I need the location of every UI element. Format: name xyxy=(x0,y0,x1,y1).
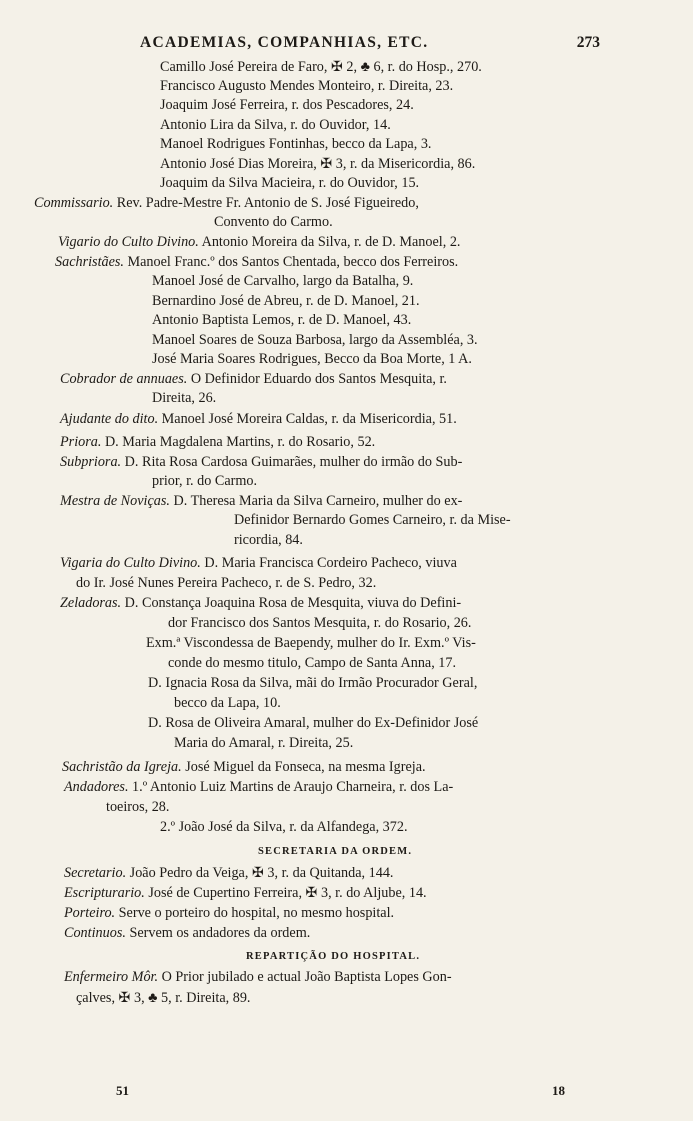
line-text: Antonio Lira da Silva, r. do Ouvidor, 14. xyxy=(160,117,391,133)
text-line xyxy=(152,271,413,291)
line-text: Antonio Baptista Lemos, r. de D. Manoel, 43. xyxy=(152,312,412,328)
line-text: D. Rosa de Oliveira Amaral, mulher do Ex-Definidor José xyxy=(148,715,479,731)
line-text: çalves, ✠ 3, ♣ 5, r. Direita, 89. xyxy=(76,990,251,1006)
role-label: Commissario. xyxy=(34,195,114,211)
text-line xyxy=(62,757,426,777)
line-text: Manoel José Moreira Caldas, r. da Misericordia, 51. xyxy=(158,411,457,427)
line-text: Antonio Moreira da Silva, r. de D. Manoel, 2. xyxy=(198,234,461,250)
line-text: D. Rita Rosa Cardosa Guimarães, mulher do irmão do Sub- xyxy=(121,454,463,470)
role-label: Sachristão da Igreja. xyxy=(62,759,182,775)
text-line xyxy=(64,903,394,923)
line-text: Joaquim da Silva Macieira, r. do Ouvidor, 15. xyxy=(160,175,420,191)
line-text: O Prior jubilado e actual João Baptista Lopes Gon- xyxy=(158,969,452,985)
text-line xyxy=(60,491,462,511)
text-line xyxy=(168,653,456,673)
line-text: Manoel Soares de Souza Barbosa, largo da Assembléa, 3. xyxy=(152,332,478,348)
line-text: O Definidor Eduardo dos Santos Mesquita, r. xyxy=(187,371,447,387)
text-line xyxy=(34,193,419,213)
text-line xyxy=(60,553,457,573)
line-text: Antonio José Dias Moreira, ✠ 3, r. da Misericordia, 86. xyxy=(160,156,476,172)
line-text: SECRETARIA DA ORDEM. xyxy=(258,846,413,857)
text-line xyxy=(146,633,476,653)
text-line xyxy=(60,369,447,389)
text-line xyxy=(160,134,431,154)
line-text: Exm.ª Viscondessa de Baependy, mulher do Ir. Exm.º Vis- xyxy=(146,635,476,651)
line-text: Camillo José Pereira de Faro, ✠ 2, ♣ 6, r. do Hosp., 270. xyxy=(160,59,482,75)
line-text: do Ir. José Nunes Pereira Pacheco, r. de S. Pedro, 32. xyxy=(76,575,377,591)
role-label: Ajudante do dito. xyxy=(60,411,159,427)
running-header xyxy=(140,34,600,52)
text-line xyxy=(148,713,478,733)
role-label: Cobrador de annuaes. xyxy=(60,371,188,387)
text-line xyxy=(160,154,475,174)
line-text: REPARTIÇÃO DO HOSPITAL. xyxy=(246,951,421,962)
line-text: D. Maria Magdalena Martins, r. do Rosario, 52. xyxy=(101,434,376,450)
role-label: Vigario do Culto Divino. xyxy=(58,234,199,250)
text-line xyxy=(152,349,472,369)
line-text: Convento do Carmo. xyxy=(214,214,333,230)
line-text: D. Constança Joaquina Rosa de Mesquita, viuva do Defini- xyxy=(121,595,462,611)
line-text: Joaquim José Ferreira, r. dos Pescadores, 24. xyxy=(160,97,414,113)
role-label: Continuos. xyxy=(64,925,126,941)
text-line xyxy=(64,883,427,903)
text-line xyxy=(174,733,353,753)
line-text: Manoel Rodrigues Fontinhas, becco da Lapa, 3. xyxy=(160,136,432,152)
line-text: Serve o porteiro do hospital, no mesmo hospital. xyxy=(115,905,395,921)
role-label: Zeladoras. xyxy=(60,595,122,611)
signature-mark-right: 18 xyxy=(552,1083,565,1098)
role-label: Subpriora. xyxy=(60,454,122,470)
line-text: Definidor Bernardo Gomes Carneiro, r. da Mise- xyxy=(234,512,511,528)
text-line xyxy=(64,863,393,883)
role-label: Escripturario. xyxy=(64,885,145,901)
text-line xyxy=(152,388,216,408)
line-text: prior, r. do Carmo. xyxy=(152,473,258,489)
line-text: 2.º João José da Silva, r. da Alfandega, 372. xyxy=(160,819,408,835)
line-text: Bernardino José de Abreu, r. de D. Manoel, 21. xyxy=(152,293,420,309)
line-text: toeiros, 28. xyxy=(106,799,170,815)
line-text: becco da Lapa, 10. xyxy=(174,695,281,711)
text-line xyxy=(214,212,333,232)
text-line xyxy=(160,817,408,837)
page-number: 273 xyxy=(576,34,600,51)
text-line xyxy=(152,310,411,330)
text-line xyxy=(148,673,477,693)
text-line xyxy=(152,330,478,350)
role-label: Sachristães. xyxy=(55,254,124,270)
text-line xyxy=(64,967,452,987)
role-label: Vigaria do Culto Divino. xyxy=(60,555,201,571)
line-text: Manoel Franc.º dos Santos Chentada, becco dos Ferreiros. xyxy=(123,254,459,270)
section-heading xyxy=(246,947,420,967)
text-line xyxy=(58,232,460,252)
text-line xyxy=(64,777,453,797)
line-text: Rev. Padre-Mestre Fr. Antonio de S. José Figueiredo, xyxy=(113,195,419,211)
signature-mark-left: 51 xyxy=(116,1083,129,1098)
line-text: Maria do Amaral, r. Direita, 25. xyxy=(174,735,354,751)
text-line xyxy=(160,173,419,193)
line-text: D. Maria Francisca Cordeiro Pacheco, viuva xyxy=(200,555,457,571)
role-label: Enfermeiro Môr. xyxy=(64,969,159,985)
role-label: Andadores. xyxy=(64,779,129,795)
text-line xyxy=(60,593,461,613)
text-line xyxy=(152,291,420,311)
line-text: José Miguel da Fonseca, na mesma Igreja. xyxy=(181,759,426,775)
line-text: José Maria Soares Rodrigues, Becco da Boa Morte, 1 A. xyxy=(152,351,472,367)
text-line xyxy=(234,510,511,530)
text-line xyxy=(160,76,453,96)
text-line xyxy=(160,57,482,77)
text-line xyxy=(60,452,462,472)
text-line xyxy=(168,613,471,633)
role-label: Secretario. xyxy=(64,865,127,881)
text-line xyxy=(64,923,310,943)
role-label: Priora. xyxy=(60,434,102,450)
text-line xyxy=(160,95,414,115)
text-line xyxy=(234,530,303,550)
line-text: Francisco Augusto Mendes Monteiro, r. Direita, 23. xyxy=(160,78,454,94)
line-text: D. Ignacia Rosa da Silva, mãi do Irmão Procurador Geral, xyxy=(148,675,478,691)
text-line xyxy=(152,471,257,491)
line-text: Servem os andadores da ordem. xyxy=(125,925,311,941)
line-text: Manoel José de Carvalho, largo da Batalha, 9. xyxy=(152,273,414,289)
line-text: 1.º Antonio Luiz Martins de Araujo Charneira, r. dos La- xyxy=(128,779,454,795)
line-text: Direita, 26. xyxy=(152,390,217,406)
text-line xyxy=(76,988,250,1008)
line-text: conde do mesmo titulo, Campo de Santa Anna, 17. xyxy=(168,655,457,671)
text-line xyxy=(60,409,457,429)
text-line xyxy=(55,252,458,272)
header-title: ACADEMIAS, COMPANHIAS, ETC. xyxy=(140,34,429,51)
line-text: dor Francisco dos Santos Mesquita, r. do Rosario, 26. xyxy=(168,615,472,631)
text-line xyxy=(160,115,391,135)
role-label: Porteiro. xyxy=(64,905,116,921)
section-heading xyxy=(258,842,412,862)
line-text: ricordia, 84. xyxy=(234,532,303,548)
line-text: João Pedro da Veiga, ✠ 3, r. da Quitanda, 144. xyxy=(126,865,394,881)
text-line xyxy=(76,573,376,593)
text-line xyxy=(174,693,281,713)
text-line xyxy=(106,797,169,817)
role-label: Mestra de Noviças. xyxy=(60,493,170,509)
text-line xyxy=(60,432,375,452)
line-text: José de Cupertino Ferreira, ✠ 3, r. do Aljube, 14. xyxy=(144,885,427,901)
line-text: D. Theresa Maria da Silva Carneiro, mulher do ex- xyxy=(169,493,463,509)
